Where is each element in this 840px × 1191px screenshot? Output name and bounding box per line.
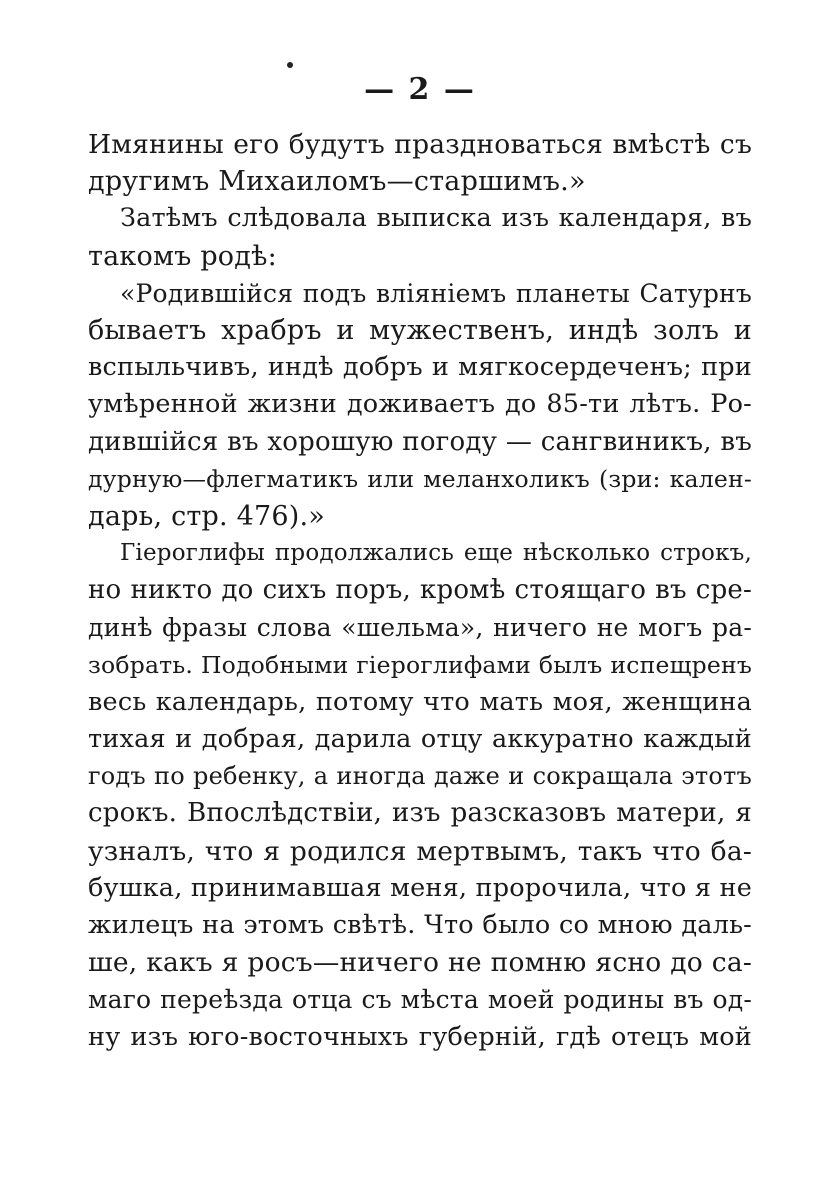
ink-speck bbox=[287, 62, 293, 68]
text-line: тихая и добрая, дарила отцу аккуратно каждый bbox=[88, 724, 752, 754]
text-line: «Родившійся подъ вліяніемъ планеты Сатурнъ bbox=[120, 278, 752, 308]
text-line: динѣ фразы слова «шельма», ничего не могъ ра- bbox=[88, 613, 752, 643]
text-line: вспыльчивъ, индѣ добръ и мягкосердеченъ; при bbox=[88, 352, 752, 383]
text-line: бушка, принимавшая меня, пророчила, что я не bbox=[88, 872, 752, 903]
text-line: дившійся въ хорошую погоду — сангвиникъ, въ bbox=[88, 426, 752, 457]
text-line: умѣренной жизни доживаетъ до 85-ти лѣтъ. Ро- bbox=[88, 389, 752, 420]
text-line: весь календарь, потому что мать моя, женщина bbox=[88, 686, 752, 717]
text-line: но никто до сихъ поръ, кромѣ стоящаго въ сре- bbox=[88, 575, 752, 606]
text-line: такомъ родѣ: bbox=[88, 240, 277, 272]
text-line: срокъ. Впослѣдствіи, изъ разсказовъ матери, я bbox=[88, 798, 752, 829]
text-line: годъ по ребенку, а иногда даже и сокращала этотъ bbox=[88, 762, 752, 791]
text-line: Имянины его будутъ праздноваться вмѣстѣ съ bbox=[88, 129, 752, 160]
text-line: бываетъ храбръ и мужественъ, индѣ золъ и bbox=[88, 314, 752, 346]
text-line: дурную—флегматикъ или меланхоликъ (зри: кален- bbox=[88, 464, 752, 493]
text-line: другимъ Михаиломъ—старшимъ.» bbox=[88, 166, 586, 198]
text-line: узналъ, что я родился мертвымъ, такъ что ба- bbox=[88, 835, 752, 867]
page-number: — 2 — bbox=[364, 72, 476, 107]
text-line: жилецъ на этомъ свѣтѣ. Что было со мною даль- bbox=[88, 909, 752, 940]
body-text bbox=[88, 126, 752, 1056]
text-line: маго переѣзда отца съ мѣста моей родины въ од- bbox=[88, 985, 752, 1015]
text-line: ше, какъ я росъ—ничего не помню ясно до са- bbox=[88, 947, 752, 979]
text-line: зобрать. Подобными гіероглифами былъ испещренъ bbox=[88, 650, 752, 679]
text-line: Гіероглифы продолжались еще нѣсколько строкъ, bbox=[120, 540, 752, 567]
text-line: ну изъ юго-восточныхъ губерній, гдѣ отецъ мой bbox=[88, 1021, 752, 1052]
text-line: Затѣмъ слѣдовала выписка изъ календаря, въ bbox=[120, 203, 752, 234]
text-line: дарь, стр. 476).» bbox=[88, 500, 325, 532]
